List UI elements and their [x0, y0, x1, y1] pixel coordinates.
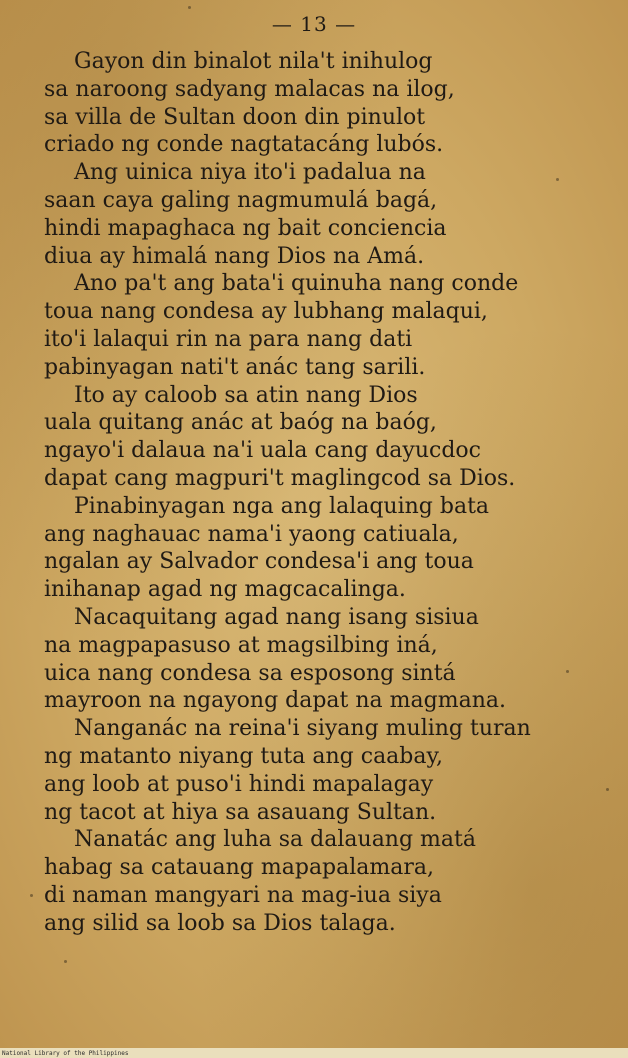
- text-line: ngalan ay Salvador condesa'i ang toua: [44, 549, 474, 575]
- text-line: diua ay himalá nang Dios na Amá.: [44, 243, 425, 269]
- text-line: ng tacot at hiya sa asauang Sultan.: [44, 799, 437, 825]
- page-number: — 13 —: [271, 12, 357, 36]
- text-line: Ito ay caloob sa atin nang Dios: [74, 382, 418, 408]
- text-line: Nanganác na reina'i siyang muling turan: [74, 716, 531, 742]
- text-line: uala quitang anác at baóg na baóg,: [44, 410, 437, 436]
- text-line: ng matanto niyang tuta ang caabay,: [44, 743, 443, 769]
- text-line: sa naroong sadyang malacas na ilog,: [44, 76, 455, 102]
- text-line: sa villa de Sultan doon din pinulot: [44, 104, 426, 130]
- library-credit: National Library of the Philippines: [2, 1050, 129, 1057]
- text-line: habag sa catauang mapapalamara,: [44, 855, 435, 881]
- ink-speck: [606, 788, 609, 791]
- text-line: ang naghauac nama'i yaong catiuala,: [44, 521, 459, 547]
- text-line: Ang uinica niya ito'i padalua na: [74, 160, 426, 186]
- text-line: toua nang condesa ay lubhang malaqui,: [44, 299, 488, 325]
- text-line: uica nang condesa sa esposong sintá: [44, 660, 456, 686]
- poem-text: [44, 48, 616, 938]
- text-line: ngayo'i dalaua na'i uala cang dayucdoc: [44, 438, 481, 464]
- ink-speck: [188, 6, 191, 9]
- ink-speck: [64, 960, 67, 963]
- ink-speck: [30, 894, 33, 897]
- text-line: Gayon din binalot nila't inihulog: [74, 49, 433, 74]
- text-line: Ano pa't ang bata'i quinuha nang conde: [74, 271, 519, 297]
- text-line: Nacaquitang agad nang isang sisiua: [74, 604, 479, 630]
- text-line: Pinabinyagan nga ang lalaquing bata: [74, 493, 490, 519]
- text-line: ang loob at puso'i hindi mapalagay: [44, 771, 434, 797]
- text-line: ang silid sa loob sa Dios talaga.: [44, 910, 396, 936]
- text-line: dapat cang magpuri't maglingcod sa Dios.: [44, 465, 516, 491]
- text-line: hindi mapaghaca ng bait conciencia: [44, 215, 447, 241]
- text-line: di naman mangyari na mag-iua siya: [44, 882, 442, 908]
- text-line: inihanap agad ng magcacalinga.: [44, 577, 406, 603]
- ink-speck: [566, 670, 569, 673]
- text-line: Nanatác ang luha sa dalauang matá: [74, 827, 476, 853]
- text-line: mayroon na ngayong dapat na magmana.: [44, 688, 506, 714]
- ink-speck: [556, 178, 559, 181]
- text-line: saan caya galing nagmumulá bagá,: [44, 187, 438, 213]
- text-line: na magpapasuso at magsilbing iná,: [44, 632, 438, 658]
- text-line: pabinyagan nati't anác tang sarili.: [44, 354, 426, 380]
- text-line: criado ng conde nagtatacáng lubós.: [44, 132, 444, 158]
- text-line: ito'i lalaqui rin na para nang dati: [44, 326, 413, 352]
